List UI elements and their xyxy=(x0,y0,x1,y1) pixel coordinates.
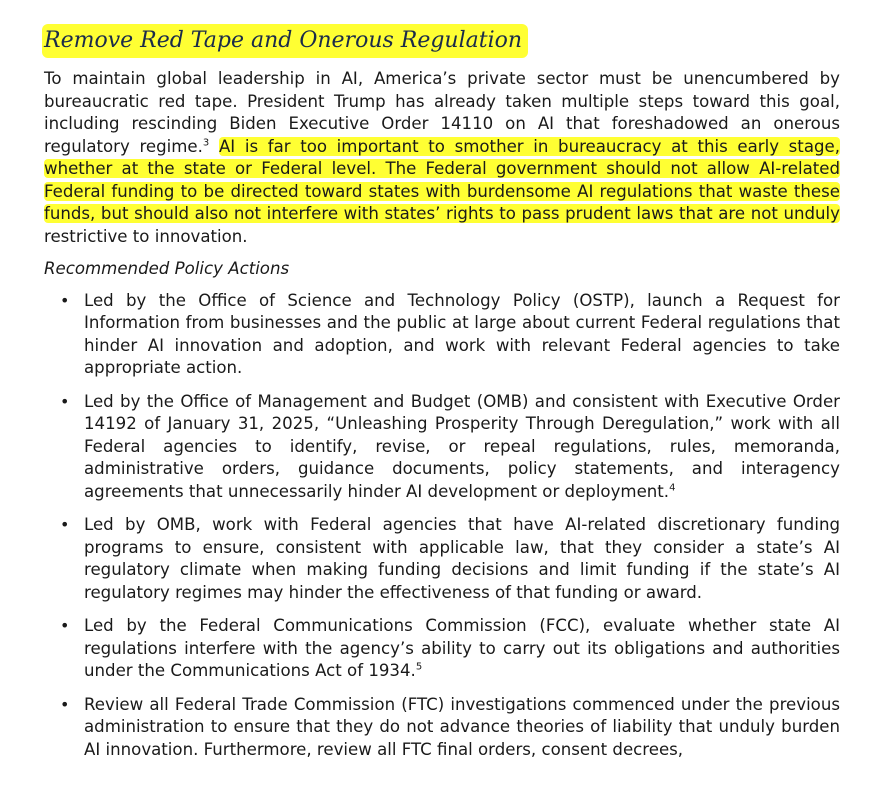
list-item xyxy=(44,290,840,380)
bullet-icon: • xyxy=(60,290,70,310)
bullet-icon: • xyxy=(60,391,70,411)
list-item xyxy=(44,615,840,683)
action-text: Led by the Office of Management and Budget (OMB) and consistent with Executive Order 14192 of January 31, 2025, “Unleashing Prosperity Through Deregulation,” work with all Federal agencies to identify, revise, or repeal regulations, rules, memoranda, administrative orders, guidance documents, policy statements, and interagency agreements that unnecessarily hinder AI development or deployment. xyxy=(84,391,840,501)
highlighted-passage: AI is far too important to smother in bureaucracy at this early stage, whether at the state or Federal level. The Federal government should not allow AI-related Federal funding to be directed toward states with burdensome AI regulations that waste these funds, but should also not interfere with states’ rights to pass prudent laws that are not unduly xyxy=(44,136,841,223)
section-heading: Remove Red Tape and Onerous Regulation xyxy=(42,24,528,58)
intro-paragraph xyxy=(44,68,840,248)
bullet-icon: • xyxy=(60,694,70,714)
document-page xyxy=(44,24,840,772)
bullet-icon: • xyxy=(60,515,70,534)
subheading-recommended-actions: Recommended Policy Actions xyxy=(44,259,290,278)
intro-text-end: restrictive to innovation. xyxy=(44,226,248,246)
list-item xyxy=(44,391,840,504)
action-text: Led by the Office of Science and Technology Policy (OSTP), launch a Request for Information from businesses and the public at large about current Federal regulations that hinder AI innovation and adoption, and work with relevant Federal agencies to take appropriate action. xyxy=(84,290,840,377)
footnote-marker[interactable]: 3 xyxy=(202,136,210,148)
list-item xyxy=(44,514,840,604)
list-item xyxy=(44,694,840,762)
action-text: Led by the Federal Communications Commission (FCC), evaluate whether state AI regulations interfere with the agency’s ability to carry out its obligations and authorities under the Communications Act of 1934. xyxy=(84,616,840,680)
bullet-icon: • xyxy=(60,616,70,635)
intro-text: To maintain global leadership in AI, America’s private sector must be unencumbered by bureaucratic red tape. President Trump has already taken multiple steps toward this goal, including rescinding Biden Executive Order 14110 on AI that foreshadowed an onerous regulatory regime. xyxy=(44,69,840,156)
footnote-marker[interactable]: 4 xyxy=(669,481,676,493)
action-text: Review all Federal Trade Commission (FTC) investigations commenced under the previous administration to ensure that they do not advance theories of liability that unduly burden AI innovation. Furthermore, review all FTC final orders, consent decrees, xyxy=(84,694,840,759)
policy-actions-list xyxy=(44,290,840,762)
action-text: Led by OMB, work with Federal agencies that have AI-related discretionary funding programs to ensure, consistent with applicable law, that they consider a state’s AI regulatory climate when making funding decisions and limit funding if the state’s AI regulatory regimes may hinder the effectiveness of that funding or award. xyxy=(84,515,840,602)
footnote-marker[interactable]: 5 xyxy=(415,661,423,673)
